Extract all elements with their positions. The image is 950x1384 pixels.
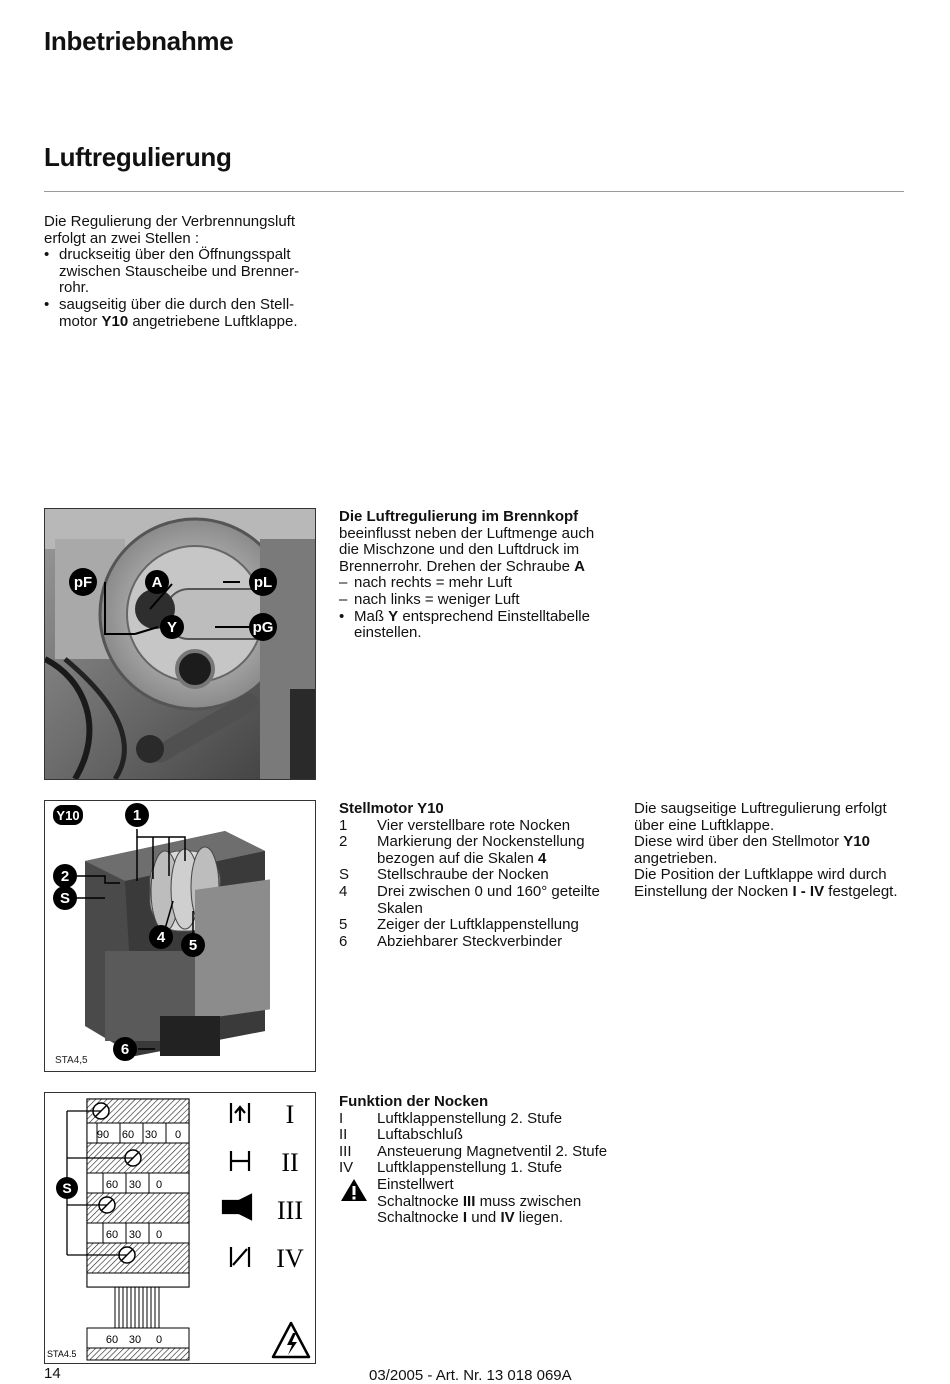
scale-label: 60	[105, 1179, 119, 1191]
text-line: beeinflusst neben der Luftmenge auch	[339, 524, 595, 542]
legend-value	[377, 834, 624, 867]
legend-row	[339, 1160, 639, 1177]
intro-line: Die Regulierung der Verbrennungsluft	[44, 213, 295, 230]
intro-bullet-text: rohr.	[59, 279, 90, 297]
bold-span: A	[574, 557, 585, 575]
stellmotor-legend	[339, 801, 624, 950]
dash-item: – nach rechts = mehr Luft	[339, 575, 629, 592]
text-line: Die Position der Luftklappe wird durch	[634, 866, 887, 884]
text-span: Skalen	[377, 899, 423, 917]
scale-label: 0	[155, 1229, 163, 1241]
legend-row	[339, 867, 624, 884]
text-line: die Mischzone und den Luftdruck im	[339, 541, 580, 559]
legend-value: Luftabschluß	[377, 1126, 463, 1144]
text-span: Schaltnocke	[377, 1192, 463, 1210]
label-6: 6	[120, 1041, 130, 1058]
legend-key: 6	[339, 932, 348, 950]
nocken-legend	[339, 1094, 639, 1227]
scale-label: 30	[128, 1179, 142, 1191]
roman-numeral: IV	[276, 1244, 304, 1273]
text-line: über eine Luftklappe.	[634, 816, 775, 834]
intro-bullet-text: • druckseitig über den Öffnungsspalt	[59, 246, 291, 264]
legend-key: 1	[339, 816, 348, 834]
text-span: Maß	[354, 607, 389, 625]
text-line: einstellen.	[354, 624, 422, 642]
bold-span: 4	[537, 849, 547, 867]
warning-note	[339, 1177, 639, 1227]
scale-label: 60	[105, 1334, 119, 1346]
intro-bullet-text	[59, 314, 319, 331]
footer-reference: 03/2005 - Art. Nr. 13 018 069A	[369, 1367, 572, 1384]
legend-key: IV	[339, 1159, 354, 1177]
text-line: Die saugseitige Luftregulierung erfolgt	[634, 800, 887, 817]
text-span: muss zwischen	[475, 1192, 582, 1210]
text-span: bezogen auf die Skalen	[377, 849, 538, 867]
legend-value: Ansteuerung Magnetventil 2. Stufe	[377, 1142, 608, 1160]
scale-label: 0	[174, 1129, 182, 1141]
text-line	[339, 559, 629, 576]
bullet-item	[339, 609, 629, 642]
label-2: 2	[60, 868, 70, 885]
text-span: Diese wird über den Stellmotor	[634, 833, 844, 851]
scale-label: 30	[144, 1129, 158, 1141]
legend-key: 2	[339, 833, 348, 851]
label-pF: pF	[73, 574, 93, 591]
cam-diagram	[44, 1092, 316, 1364]
scale-label: 30	[128, 1334, 142, 1346]
legend-key: S	[339, 866, 350, 884]
nocken-heading: Funktion der Nocken	[339, 1093, 489, 1110]
intro-line: erfolgt an zwei Stellen :	[44, 229, 200, 247]
legend-value: Vier verstellbare rote Nocken	[377, 816, 571, 834]
roman-numeral: III	[277, 1196, 303, 1225]
figure-code: STA4,5	[55, 1055, 88, 1066]
scale-label: 90	[96, 1129, 110, 1141]
label-1: 1	[132, 807, 142, 824]
text-line: angetrieben.	[634, 849, 718, 867]
legend-row	[339, 1111, 639, 1128]
page-number: 14	[44, 1365, 61, 1382]
text-span: Brennerrohr. Drehen der Schraube	[339, 557, 575, 575]
warning-text	[377, 1177, 581, 1227]
scale-label: 60	[105, 1229, 119, 1241]
brennkopf-heading: Die Luftregulierung im Brennkopf	[339, 508, 579, 525]
text-span: Einstellwert	[377, 1175, 454, 1193]
label-y10: Y10	[56, 808, 80, 823]
text-span: Schaltnocke	[377, 1209, 463, 1227]
text-span: Markierung der Nockenstellung	[377, 833, 585, 851]
legend-key: I	[339, 1109, 344, 1127]
title-divider	[44, 191, 904, 192]
intro-bullet-text: • saugseitig über die durch den Stell-	[59, 295, 295, 313]
intro-bullet	[44, 297, 319, 330]
text-span: entsprechend Einstelltabelle	[398, 607, 590, 625]
text-line	[634, 884, 914, 901]
legend-value	[377, 884, 624, 917]
bold-span: Y	[388, 607, 399, 625]
text-line	[634, 834, 914, 851]
legend-key: II	[339, 1126, 348, 1144]
scale-label: 0	[155, 1334, 163, 1346]
label-pG: pG	[252, 619, 274, 636]
legend-value: Luftklappenstellung 2. Stufe	[377, 1109, 563, 1127]
roman-numeral: II	[281, 1148, 299, 1177]
label-pL: pL	[253, 574, 273, 591]
legend-value: Abziehbarer Steckverbinder	[377, 932, 563, 950]
bold-span: III	[462, 1192, 476, 1210]
actuator-photo	[44, 800, 316, 1072]
scale-label: 30	[128, 1229, 142, 1241]
label-5: 5	[188, 937, 198, 954]
intro-bullet	[44, 247, 319, 297]
legend-key: III	[339, 1142, 352, 1160]
bold-span: I - IV	[792, 882, 825, 900]
brennkopf-text	[339, 509, 629, 642]
scale-label: 0	[155, 1179, 163, 1191]
intro-bullet-text: zwischen Stauscheibe und Brenner-	[59, 262, 300, 280]
warning-triangle-icon	[339, 1177, 377, 1227]
legend-key: 5	[339, 916, 348, 934]
legend-row	[339, 917, 624, 934]
burner-head-photo	[44, 508, 316, 780]
bold-span: I	[462, 1209, 468, 1227]
figure-code: STA4.5	[47, 1349, 77, 1359]
text-span: liegen.	[514, 1209, 563, 1227]
legend-value: Stellschraube der Nocken	[377, 866, 549, 884]
legend-value: Zeiger der Luftklappenstellung	[377, 916, 579, 934]
section-heading: Inbetriebnahme	[44, 26, 234, 56]
legend-row	[339, 834, 624, 867]
legend-row	[339, 934, 624, 951]
label-s: S	[59, 890, 71, 907]
bold-span: Y10	[843, 833, 870, 851]
text-span: motor	[59, 312, 102, 330]
saugseitig-text	[634, 801, 914, 901]
roman-numeral: I	[285, 1100, 295, 1129]
label-Y: Y	[166, 619, 178, 636]
scale-label: 60	[121, 1129, 135, 1141]
intro-text	[44, 214, 319, 330]
label-4: 4	[156, 929, 166, 946]
legend-key: 4	[339, 882, 348, 900]
legend-row	[339, 1144, 639, 1161]
bold-span: Y10	[101, 312, 129, 330]
text-span: und	[467, 1209, 501, 1227]
legend-row	[339, 818, 624, 835]
text-span: Drei zwischen 0 und 160° geteilte	[377, 882, 600, 900]
label-A: A	[151, 574, 163, 591]
dash-item: – nach links = weniger Luft	[339, 592, 629, 609]
label-s: S	[62, 1180, 72, 1196]
text-line	[354, 609, 629, 626]
legend-row	[339, 884, 624, 917]
bold-span: IV	[500, 1209, 515, 1227]
text-span: festgelegt.	[824, 882, 898, 900]
legend-row	[339, 1127, 639, 1144]
text-span: Einstellung der Nocken	[634, 882, 793, 900]
text-span: angetriebene Luftklappe.	[128, 312, 298, 330]
stellmotor-heading: Stellmotor Y10	[339, 800, 444, 817]
legend-value: Luftklappenstellung 1. Stufe	[377, 1159, 563, 1177]
page-title: Luftregulierung	[44, 142, 232, 172]
